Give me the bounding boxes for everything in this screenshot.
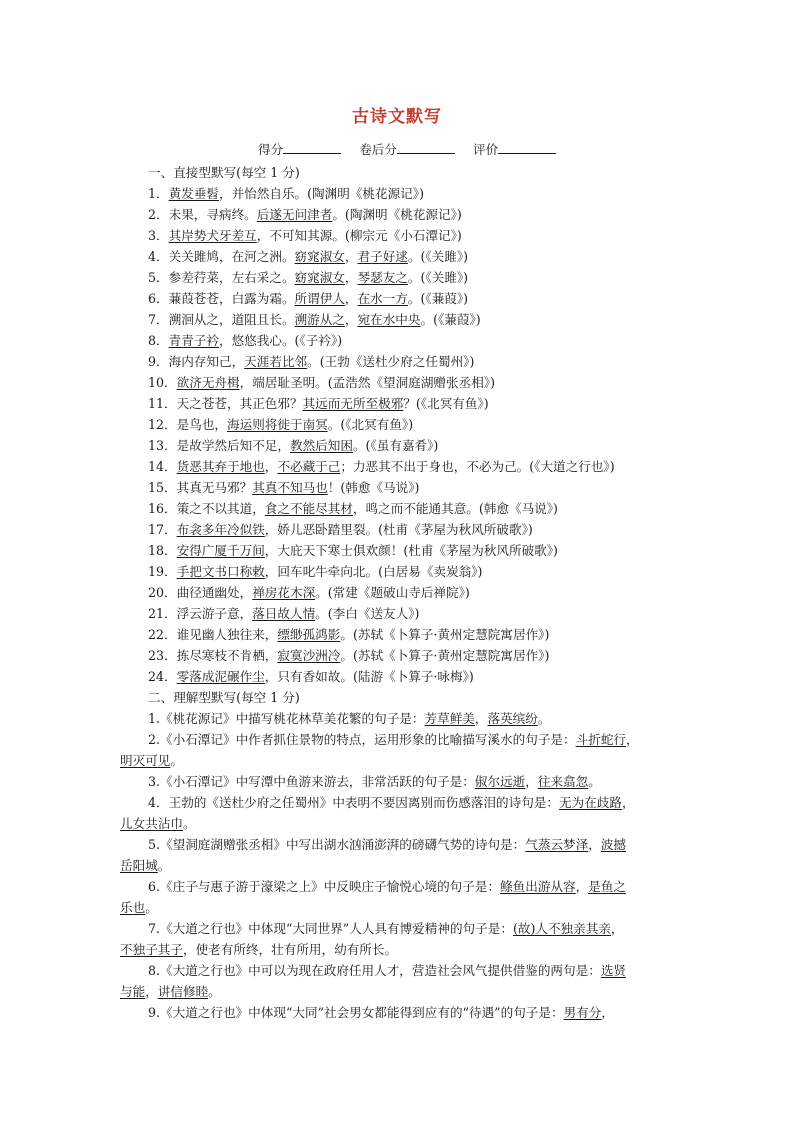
answer-text: 俶尔远逝 (474, 774, 526, 789)
question-number: 4． (148, 249, 169, 264)
question-text: ， (264, 459, 278, 474)
question-text: 。(陶渊明《桃花源记》) (332, 207, 462, 222)
score-row (258, 139, 578, 158)
question-text: 。(《蒹葭》) (420, 312, 481, 327)
question-number: 9． (148, 354, 169, 369)
question-number: 13． (148, 438, 177, 453)
question-text: 4．王勃的《送杜少府之任蜀州》中表明不要因离别而伤感落泪的诗句是： (148, 795, 560, 810)
answer-text: 后遂无问津者 (256, 207, 333, 222)
question-number: 23． (148, 648, 177, 663)
question-text: ，娇儿恶卧踏里裂。(杜甫《茅屋为秋风所破歌》) (264, 522, 533, 537)
answer-text: (故)人不独亲其亲 (512, 921, 611, 936)
question-item (120, 204, 678, 225)
answer-text: 儿女共沾巾 (120, 816, 183, 831)
question-item (120, 960, 678, 981)
answer-text: 琴瑟友之 (357, 270, 408, 285)
answer-text: 往来翕忽 (537, 774, 589, 789)
answer-text: 缥缈孤鸿影 (277, 627, 341, 642)
question-item (120, 309, 678, 330)
question-text: ， (474, 711, 488, 726)
question-number: 15． (148, 480, 177, 495)
question-item (120, 582, 678, 603)
question-item (120, 477, 678, 498)
question-number: 5． (148, 270, 169, 285)
question-text: 蒹葭苍苍，白露为霜。 (168, 291, 295, 306)
question-number: 11． (148, 396, 177, 411)
question-text: 未果，寻病终。 (168, 207, 257, 222)
answer-text: 波撼 (600, 837, 626, 852)
question-text: 。 (170, 753, 183, 768)
question-text: ， (344, 270, 358, 285)
question-text: ，回车叱牛牵向北。(白居易《卖炭翁》) (264, 564, 483, 579)
question-text: 是故学然后知不足， (176, 438, 290, 453)
answer-text: 其远而无所至极邪 (302, 396, 404, 411)
answer-text: 其岸势犬牙差互 (168, 228, 257, 243)
answer-text: 宛在水中央 (357, 312, 421, 327)
question-number: 16． (148, 501, 177, 516)
question-text: 曲径通幽处， (176, 585, 253, 600)
question-number: 6． (148, 291, 169, 306)
question-item (120, 519, 678, 540)
page-title: 古诗文默写 (352, 107, 442, 127)
question-number: 20． (148, 585, 177, 600)
question-text: 参差荇菜，左右采之。 (168, 270, 295, 285)
answer-text: 其真不知马也 (252, 480, 328, 495)
question-item (120, 183, 678, 204)
question-continuation (120, 981, 678, 1002)
question-text: 。(《关雎》) (407, 270, 469, 285)
answer-text: 落英缤纷 (487, 711, 538, 726)
question-number: 22． (148, 627, 177, 642)
score-label: 得分 (258, 142, 284, 157)
question-item (120, 1002, 678, 1023)
question-text: 5.《望洞庭湖赠张丞相》中写出湖水汹涌澎湃的磅礴气势的诗句是： (148, 837, 526, 852)
question-text: ， (575, 879, 589, 894)
answer-text: 欲济无舟楫 (176, 375, 240, 390)
answer-text: 零落成泥碾作尘 (176, 669, 265, 684)
question-text: 。(李白《送友人》) (315, 606, 420, 621)
question-text: ， (621, 795, 635, 810)
evaluation-blank[interactable] (498, 141, 556, 154)
question-text: ， (344, 249, 358, 264)
answer-text: 货恶其弃于地也 (176, 459, 265, 474)
question-item (120, 267, 678, 288)
question-number: 2． (148, 207, 169, 222)
question-number: 18． (148, 543, 177, 558)
question-text: 关关雎鸠，在河之洲。 (168, 249, 295, 264)
question-text: 。 (182, 816, 196, 831)
answer-text: 布衾多年冷似铁 (176, 522, 265, 537)
question-text: 1.《桃花源记》中描写桃花林草美花繁的句子是： (148, 711, 425, 726)
answer-text: 斗折蛇行 (575, 732, 626, 747)
question-text: 。(常建《题破山寺后禅院》) (315, 585, 470, 600)
question-number: 12． (148, 417, 177, 432)
answer-text: 教然后知困 (289, 438, 353, 453)
question-text: ， (145, 984, 158, 999)
question-text: 。 (157, 858, 171, 873)
question-number: 1． (148, 186, 169, 201)
question-text: 。(王勃《送杜少府之任蜀州》) (307, 354, 475, 369)
question-text: 谁见幽人独往来， (176, 627, 278, 642)
question-text: 。(《虽有嘉肴》) (352, 438, 439, 453)
answer-text: 天涯若比邻 (244, 354, 308, 369)
question-item (120, 246, 678, 267)
question-number: 21． (148, 606, 177, 621)
question-text: 。 (208, 984, 221, 999)
question-text: 海内存知己， (168, 354, 245, 369)
question-number: 3． (148, 228, 169, 243)
question-item (120, 708, 678, 729)
answer-text: 乐也 (120, 900, 146, 915)
question-item (120, 372, 678, 393)
question-text: ，鸣之而不能通其意。(韩愈《马说》) (352, 501, 558, 516)
question-item (120, 771, 678, 792)
question-text: ，大庇天下寒士俱欢颜！(杜甫《茅屋为秋风所破歌》) (264, 543, 558, 558)
answer-text: 手把文书口称敕 (176, 564, 265, 579)
post-score-label: 卷后分 (359, 142, 397, 157)
question-text: 。 (588, 774, 601, 789)
question-number: 19． (148, 564, 177, 579)
question-item (120, 918, 678, 939)
answer-text: 禅房花木深 (252, 585, 316, 600)
question-item (120, 288, 678, 309)
question-text: ， (344, 291, 358, 306)
answer-text: 鲦鱼出游从容 (500, 879, 576, 894)
question-text: ！(韩愈《马说》) (327, 480, 420, 495)
answer-text: 岳阳城 (120, 858, 158, 873)
answer-text: 明灭可见 (120, 753, 171, 768)
question-text: ， (525, 774, 538, 789)
question-text: 。 (537, 711, 551, 726)
question-text: 浮云游子意， (176, 606, 253, 621)
question-text: 9.《大道之行也》中体现“大同”社会男女都能得到应有的“待遇”的句子是： (148, 1005, 564, 1020)
question-text: ，悠悠我心。(《子衿》) (218, 333, 343, 348)
answer-text: 安得广厦千万间 (176, 543, 265, 558)
question-text: ， (344, 312, 358, 327)
answer-text: 青青子衿 (168, 333, 219, 348)
question-text: 2.《小石潭记》中作者抓住景物的特点，运用形象的比喻描写溪水的句子是： (148, 732, 576, 747)
question-item (120, 414, 678, 435)
answer-text: 君子好逑 (357, 249, 408, 264)
question-text: ，使老有所终，壮有所用，幼有所长。 (182, 942, 398, 957)
answer-text: 窈窕淑女 (294, 270, 345, 285)
question-item (120, 330, 678, 351)
post-score-blank[interactable] (397, 141, 455, 154)
answer-text: 食之不能尽其材 (264, 501, 353, 516)
question-text: 。(《关雎》) (407, 249, 469, 264)
question-number: 24． (148, 669, 177, 684)
section-heading: 二、理解型默写(每空 1 分) (148, 690, 300, 705)
question-item (120, 540, 678, 561)
question-item (120, 225, 678, 246)
answer-text: 落日故人情 (252, 606, 316, 621)
question-text: 7.《大道之行也》中体现“大同世界”人人具有博爱精神的句子是： (148, 921, 513, 936)
question-text: 是鸟也， (176, 417, 227, 432)
answer-text: 溯游从之 (294, 312, 345, 327)
question-text: 3.《小石潭记》中写潭中鱼游来游去，非常活跃的句子是： (148, 774, 475, 789)
question-text: 。 (145, 900, 158, 915)
answer-text: 芳草鲜美 (424, 711, 475, 726)
question-item (120, 792, 678, 813)
answer-text: 海运则将徙于南冥 (227, 417, 328, 432)
question-text: 8.《大道之行也》中可以为现在政府任用人才，营造社会风气提供借鉴的两句是： (148, 963, 601, 978)
question-number: 10． (148, 375, 177, 390)
worksheet-content (120, 162, 678, 1023)
question-text: ， (610, 921, 624, 936)
answer-text: 黄发垂髫 (168, 186, 219, 201)
question-text: 天之苍苍，其正色邪？ (176, 396, 303, 411)
question-text: ，端居耻圣明。(孟浩然《望洞庭湖赠张丞相》) (239, 375, 495, 390)
question-text: ，不可知其源。(柳宗元《小石潭记》) (256, 228, 462, 243)
question-item (120, 624, 678, 645)
question-number: 8． (148, 333, 169, 348)
question-number: 17． (148, 522, 177, 537)
question-text: 。(苏轼《卜算子·黄州定慧院寓居作》) (340, 648, 550, 663)
question-item (120, 603, 678, 624)
question-text: 。(《北冥有鱼》) (327, 417, 414, 432)
question-continuation (120, 897, 678, 918)
question-item (120, 351, 678, 372)
answer-text: 在水一方 (357, 291, 408, 306)
question-item (120, 456, 678, 477)
answer-text: 不必藏于己 (277, 459, 341, 474)
question-item (120, 645, 678, 666)
question-text: ， (626, 732, 639, 747)
question-continuation (120, 855, 678, 876)
answer-text: 是鱼之 (588, 879, 626, 894)
question-number: 7． (148, 312, 169, 327)
question-item (120, 834, 678, 855)
answer-text: 窈窕淑女 (294, 249, 345, 264)
question-item (120, 876, 678, 897)
answer-text: 与能 (120, 984, 146, 999)
question-text: ，只有香如故。(陆游《卜算子·咏梅》) (264, 669, 474, 684)
answer-text: 所谓伊人 (294, 291, 345, 306)
question-text: 拣尽寒枝不肯栖， (176, 648, 278, 663)
answer-text: 选贤 (600, 963, 626, 978)
question-continuation (120, 813, 678, 834)
question-text: 溯洄从之，道阻且长。 (168, 312, 295, 327)
question-item (120, 561, 678, 582)
answer-text: 寂寞沙洲冷 (277, 648, 341, 663)
question-number: 14． (148, 459, 177, 474)
question-text: 策之不以其道， (176, 501, 265, 516)
section-heading: 一、直接型默写(每空 1 分) (148, 165, 300, 180)
evaluation-label: 评价 (473, 142, 499, 157)
question-text: 其真无马邪？ (176, 480, 253, 495)
answer-text: 不独子其子 (120, 942, 183, 957)
answer-text: 气蒸云梦泽 (525, 837, 589, 852)
question-text: ？(《北冥有鱼》) (403, 396, 489, 411)
question-item (120, 393, 678, 414)
answer-text: 男有分 (563, 1005, 602, 1020)
question-item (120, 729, 678, 750)
question-text: ， (601, 1005, 614, 1020)
question-item (120, 435, 678, 456)
question-text: 6.《庄子与惠子游于濠梁之上》中反映庄子愉悦心境的句子是： (148, 879, 501, 894)
question-text: ，并怡然自乐。(陶渊明《桃花源记》) (218, 186, 425, 201)
question-text: ， (588, 837, 601, 852)
question-item (120, 498, 678, 519)
score-blank[interactable] (283, 141, 341, 154)
question-text: 。(《蒹葭》) (407, 291, 469, 306)
question-text: 。(苏轼《卜算子·黄州定慧院寓居作》) (340, 627, 550, 642)
question-continuation (120, 939, 678, 960)
answer-text: 讲信修睦 (157, 984, 209, 999)
question-continuation (120, 750, 678, 771)
question-item (120, 666, 678, 687)
answer-text: 无为在歧路 (559, 795, 622, 810)
question-text: ；力恶其不出于身也，不必为己。(《大道之行也》) (340, 459, 615, 474)
